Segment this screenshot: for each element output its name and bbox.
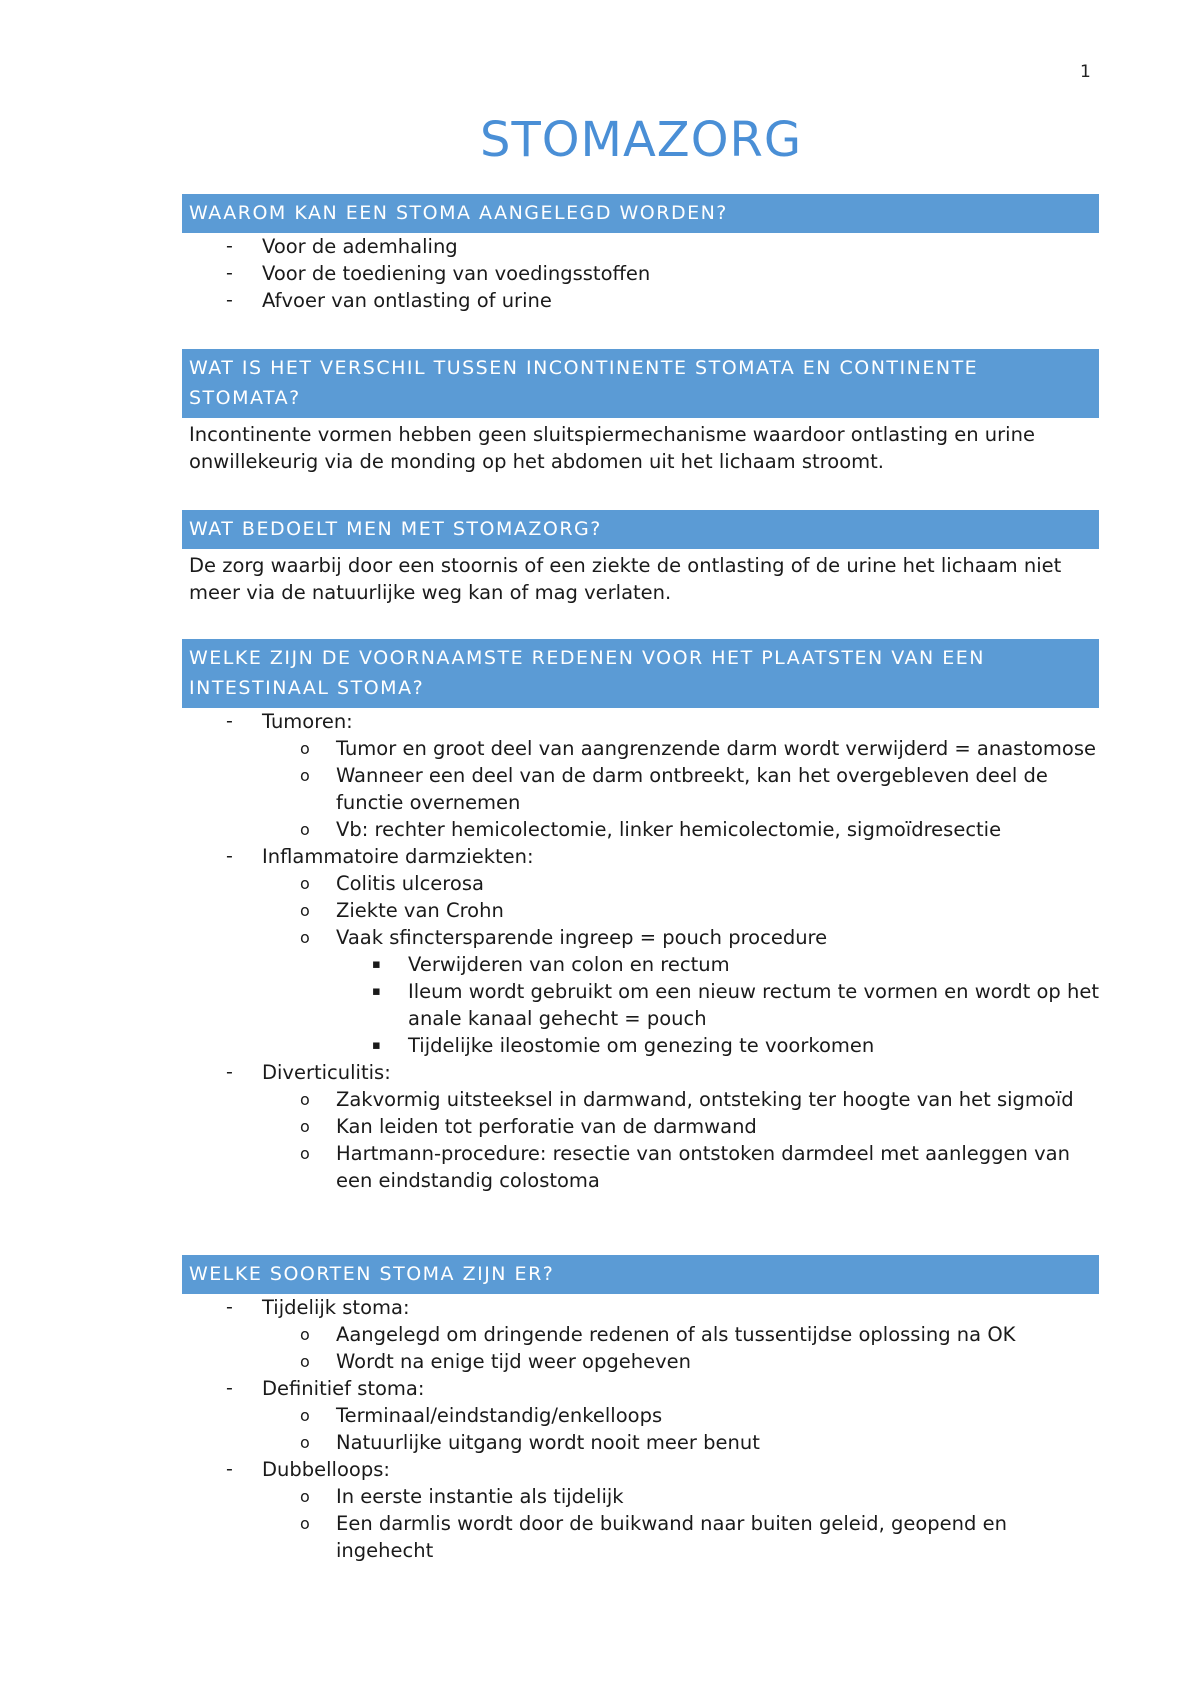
circle-bullet: o [300, 1352, 310, 1371]
sub-list-item [182, 735, 1099, 762]
list-item-text: Inflammatoire darmziekten: [262, 845, 534, 868]
list-item-text: Terminaal/eindstandig/enkelloops [336, 1404, 663, 1427]
circle-bullet: o [300, 1325, 310, 1344]
sub-list [262, 1402, 1099, 1456]
list-item-text: Hartmann-procedure: resectie van ontstoken darmdeel met aanleggen van een eindstandig colostoma [336, 1142, 1070, 1192]
sub-list [262, 870, 1099, 1059]
sub-list-item [182, 870, 1099, 897]
square-bullet: ▪ [372, 984, 381, 999]
circle-bullet: o [300, 739, 310, 758]
bullet-list [182, 1294, 1099, 1564]
dash-bullet: - [226, 262, 233, 284]
sub-list [262, 735, 1099, 843]
list-item-text: Dubbelloops: [262, 1458, 390, 1481]
list-item-text: Tijdelijk stoma: [262, 1296, 410, 1319]
list-item-text: Ileum wordt gebruikt om een nieuw rectum te vormen en wordt op het anale kanaal gehecht = pouch [408, 980, 1100, 1030]
list-item [182, 1059, 1099, 1194]
circle-bullet: o [300, 1406, 310, 1425]
sub-list-item [182, 1429, 1099, 1456]
section-verschil [182, 349, 1099, 475]
section-paragraph: De zorg waarbij door een stoornis of een ziekte de ontlasting of de urine het lichaam niet meer via de natuurlijke weg kan of mag verlaten. [189, 554, 1062, 604]
section-waarom [182, 194, 1099, 314]
section-soorten [182, 1255, 1099, 1564]
list-item-text: Ziekte van Crohn [336, 899, 504, 922]
section-heading: WELKE SOORTEN STOMA ZIJN ER? [182, 1255, 1099, 1294]
section-stomazorg [182, 510, 1099, 606]
sub-list-item [182, 762, 1099, 816]
section-heading: WELKE ZIJN DE VOORNAAMSTE REDENEN VOOR HET PLAATSTEN VAN EEN INTESTINAAL STOMA? [182, 639, 1099, 708]
sub-list-item [182, 1348, 1099, 1375]
sub-list-item [182, 816, 1099, 843]
list-item [182, 287, 1099, 314]
sub-list-item [182, 1510, 1099, 1564]
list-item-text: Wanneer een deel van de darm ontbreekt, kan het overgebleven deel de functie overnemen [336, 764, 1048, 814]
list-item [182, 1294, 1099, 1375]
sub-list-item [182, 897, 1099, 924]
dash-bullet: - [226, 1458, 233, 1480]
square-bullet: ▪ [372, 957, 381, 972]
bullet-list [182, 233, 1099, 314]
list-item-text: Diverticulitis: [262, 1061, 391, 1084]
bullet-list [182, 708, 1099, 1194]
list-item [182, 1456, 1099, 1564]
dash-bullet: - [226, 1377, 233, 1399]
circle-bullet: o [300, 1144, 310, 1163]
dash-bullet: - [226, 1296, 233, 1318]
list-item-text: Tumoren: [262, 710, 353, 733]
sub-sub-list-item [182, 951, 1099, 978]
list-item-text: Aangelegd om dringende redenen of als tussentijdse oplossing na OK [336, 1323, 1016, 1346]
list-item-text: Colitis ulcerosa [336, 872, 484, 895]
list-item-text: Verwijderen van colon en rectum [408, 953, 730, 976]
list-item-text: Tijdelijke ileostomie om genezing te voorkomen [408, 1034, 875, 1057]
sub-list-item [182, 1113, 1099, 1140]
list-item-text: Definitief stoma: [262, 1377, 425, 1400]
list-item-text: In eerste instantie als tijdelijk [336, 1485, 624, 1508]
list-item [182, 260, 1099, 287]
circle-bullet: o [300, 901, 310, 920]
dash-bullet: - [226, 235, 233, 257]
square-bullet: ▪ [372, 1038, 381, 1053]
list-item [182, 843, 1099, 1059]
circle-bullet: o [300, 1090, 310, 1109]
dash-bullet: - [226, 710, 233, 732]
list-item [182, 708, 1099, 843]
list-item-text: Kan leiden tot perforatie van de darmwand [336, 1115, 757, 1138]
list-item-text: Wordt na enige tijd weer opgeheven [336, 1350, 691, 1373]
list-item-text: Vb: rechter hemicolectomie, linker hemicolectomie, sigmoïdresectie [336, 818, 1002, 841]
dash-bullet: - [226, 289, 233, 311]
list-item [182, 1375, 1099, 1456]
circle-bullet: o [300, 766, 310, 785]
sub-sub-list [336, 951, 1099, 1059]
section-heading: WAAROM KAN EEN STOMA AANGELEGD WORDEN? [182, 194, 1099, 233]
page-number: 1 [1080, 62, 1091, 82]
sub-list-item [182, 1321, 1099, 1348]
sub-list-item [182, 1402, 1099, 1429]
dash-bullet: - [226, 1061, 233, 1083]
document-title: STOMAZORG [479, 112, 803, 168]
list-item-text: Vaak sfinctersparende ingreep = pouch procedure [336, 926, 828, 949]
sub-list [262, 1086, 1099, 1194]
circle-bullet: o [300, 928, 310, 947]
section-redenen [182, 639, 1099, 1194]
sub-list [262, 1483, 1099, 1564]
list-item-text: Een darmlis wordt door de buikwand naar buiten geleid, geopend en ingehecht [336, 1512, 1007, 1562]
section-heading: WAT BEDOELT MEN MET STOMAZORG? [182, 510, 1099, 549]
section-heading: WAT IS HET VERSCHIL TUSSEN INCONTINENTE STOMATA EN CONTINENTE STOMATA? [182, 349, 1099, 418]
sub-list-item [182, 1483, 1099, 1510]
list-item-text: Voor de toediening van voedingsstoffen [262, 262, 651, 285]
list-item-text: Natuurlijke uitgang wordt nooit meer benut [336, 1431, 760, 1454]
sub-sub-list-item [182, 978, 1099, 1032]
circle-bullet: o [300, 1433, 310, 1452]
circle-bullet: o [300, 820, 310, 839]
section-paragraph: Incontinente vormen hebben geen sluitspiermechanisme waardoor ontlasting en urine onwillekeurig via de monding op het abdomen uit het lichaam stroomt. [189, 423, 1035, 473]
sub-list-item [182, 1086, 1099, 1113]
sub-sub-list-item [182, 1032, 1099, 1059]
circle-bullet: o [300, 1117, 310, 1136]
list-item-text: Zakvormig uitsteeksel in darmwand, ontsteking ter hoogte van het sigmoïd [336, 1088, 1074, 1111]
circle-bullet: o [300, 874, 310, 893]
list-item [182, 233, 1099, 260]
circle-bullet: o [300, 1514, 310, 1533]
dash-bullet: - [226, 845, 233, 867]
list-item-text: Tumor en groot deel van aangrenzende darm wordt verwijderd = anastomose [336, 737, 1097, 760]
sub-list-item [182, 1140, 1099, 1194]
sub-list-item [182, 924, 1099, 1059]
list-item-text: Afvoer van ontlasting of urine [262, 289, 552, 312]
circle-bullet: o [300, 1487, 310, 1506]
sub-list [262, 1321, 1099, 1375]
list-item-text: Voor de ademhaling [262, 235, 458, 258]
